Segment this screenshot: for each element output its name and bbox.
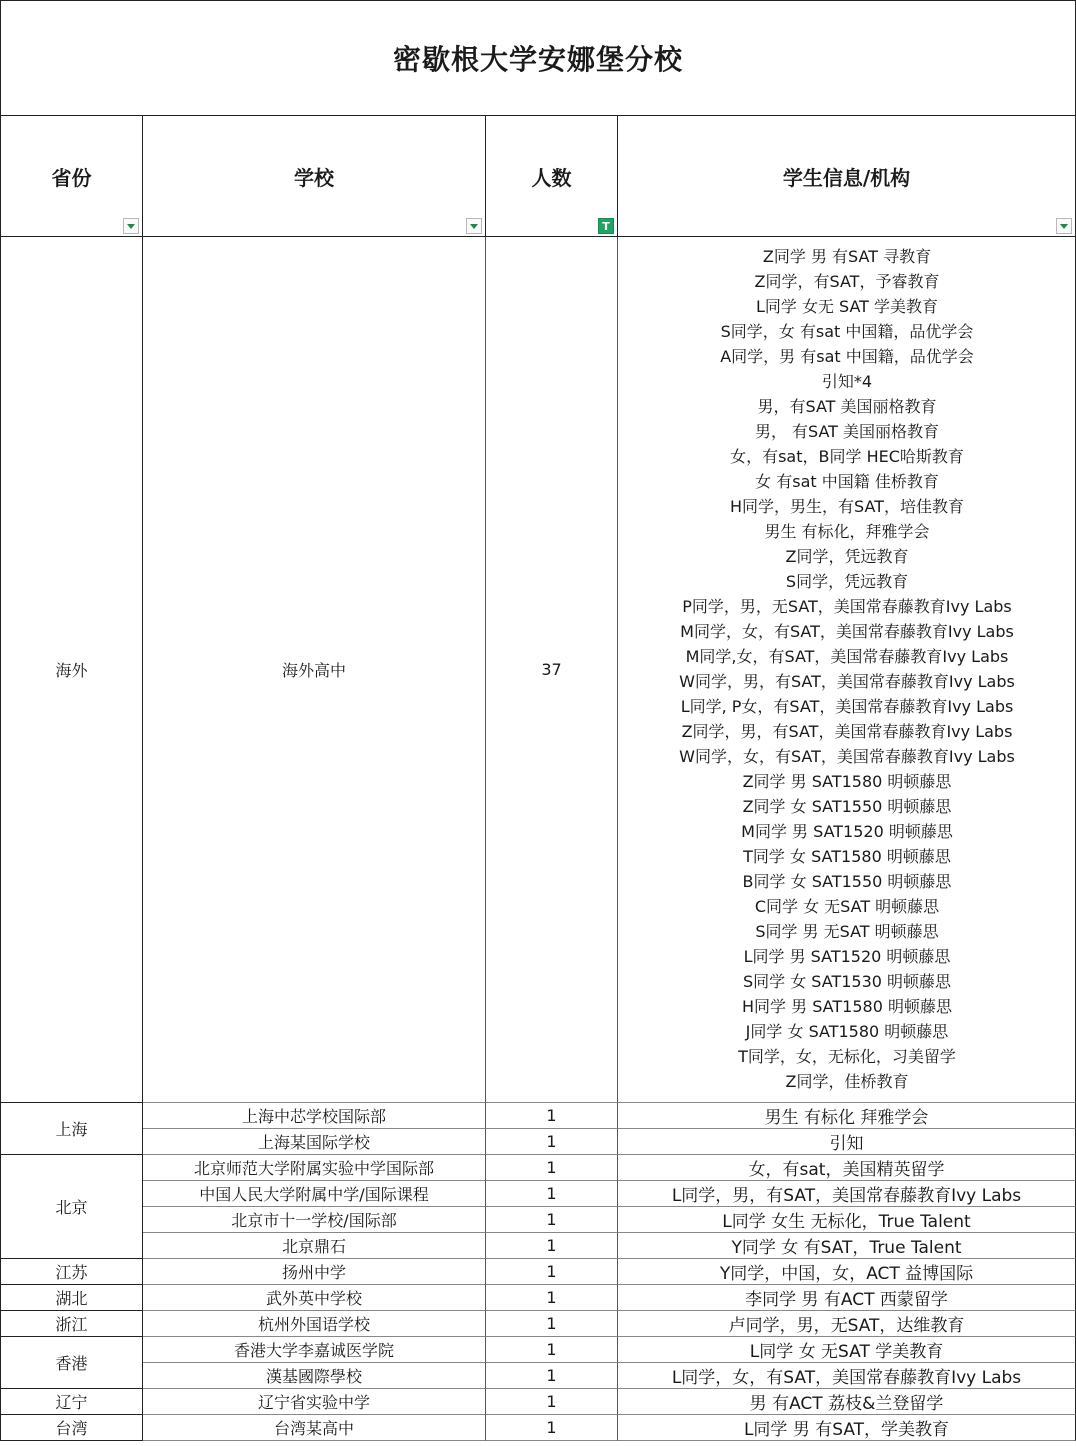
filter-dropdown-icon[interactable]: [123, 218, 139, 234]
info-cell[interactable]: L同学 女生 无标化，True Talent: [618, 1207, 1076, 1233]
info-line: T同学，女，无标化，习美留学: [738, 1047, 956, 1066]
info-line: S同学，凭远教育: [785, 572, 909, 591]
info-line: S同学 女 SAT1530 明顿藤思: [742, 972, 952, 991]
info-line: M同学 男 SAT1520 明顿藤思: [741, 822, 953, 841]
info-line: M同学，女，有SAT，美国常春藤教育Ivy Labs: [680, 622, 1014, 641]
count-cell[interactable]: 1: [486, 1363, 618, 1389]
info-line: 女 有sat 中国籍 佳桥教育: [755, 472, 939, 491]
info-line: 引知*4: [821, 372, 873, 391]
count-cell[interactable]: 1: [486, 1181, 618, 1207]
province-cell[interactable]: 香港: [0, 1337, 143, 1389]
province-cell[interactable]: 北京: [0, 1155, 143, 1259]
info-line: Z同学 女 SAT1550 明顿藤思: [742, 797, 952, 816]
info-cell[interactable]: 李同学 男 有ACT 西蒙留学: [618, 1285, 1076, 1311]
school-cell[interactable]: 漢基國際學校: [143, 1363, 486, 1389]
info-line: 男， 有SAT 美国丽格教育: [754, 422, 940, 441]
school-cell[interactable]: 香港大学李嘉诚医学院: [143, 1337, 486, 1363]
school-cell[interactable]: 杭州外国语学校: [143, 1311, 486, 1337]
info-line: C同学 女 无SAT 明顿藤思: [754, 897, 940, 916]
info-line: 男，有SAT 美国丽格教育: [757, 397, 937, 416]
filter-dropdown-icon[interactable]: [1056, 218, 1072, 234]
info-cell[interactable]: Y同学 女 有SAT，True Talent: [618, 1233, 1076, 1259]
sheet-title: 密歇根大学安娜堡分校: [0, 0, 1076, 116]
info-cell[interactable]: 男生 有标化 拜雅学会: [618, 1103, 1076, 1129]
info-line: W同学，男，有SAT，美国常春藤教育Ivy Labs: [679, 672, 1015, 691]
province-cell[interactable]: 上海: [0, 1103, 143, 1155]
province-cell[interactable]: 台湾: [0, 1415, 143, 1441]
info-line: H同学 男 SAT1580 明顿藤思: [742, 997, 952, 1016]
province-cell[interactable]: 江苏: [0, 1259, 143, 1285]
info-line: 男生 有标化，拜雅学会: [764, 522, 930, 541]
filter-dropdown-icon[interactable]: [466, 218, 482, 234]
school-cell[interactable]: 辽宁省实验中学: [143, 1389, 486, 1415]
info-line: Z同学 男 有SAT 寻教育: [762, 247, 932, 266]
info-line: H同学，男生，有SAT，培佳教育: [730, 497, 964, 516]
school-cell[interactable]: 台湾某高中: [143, 1415, 486, 1441]
info-cell[interactable]: L同学，女，有SAT，美国常春藤教育Ivy Labs: [618, 1363, 1076, 1389]
school-cell[interactable]: 上海中芯学校国际部: [143, 1103, 486, 1129]
info-cell[interactable]: L同学 女 无SAT 学美教育: [618, 1337, 1076, 1363]
overseas-info-list: [618, 244, 1076, 1094]
count-cell[interactable]: 37: [486, 237, 618, 1103]
school-cell[interactable]: 扬州中学: [143, 1259, 486, 1285]
school-cell[interactable]: 中国人民大学附属中学/国际课程: [143, 1181, 486, 1207]
filter-active-icon[interactable]: T: [598, 218, 614, 234]
province-cell[interactable]: 湖北: [0, 1285, 143, 1311]
school-cell[interactable]: 海外高中: [143, 237, 486, 1103]
info-cell[interactable]: L同学，男，有SAT，美国常春藤教育Ivy Labs: [618, 1181, 1076, 1207]
info-line: L同学 女无 SAT 学美教育: [755, 297, 939, 316]
info-line: J同学 女 SAT1580 明顿藤思: [745, 1022, 949, 1041]
count-cell[interactable]: 1: [486, 1259, 618, 1285]
school-cell[interactable]: 北京市十一学校/国际部: [143, 1207, 486, 1233]
header-school[interactable]: 学校: [143, 116, 486, 237]
school-cell[interactable]: 上海某国际学校: [143, 1129, 486, 1155]
count-cell[interactable]: 1: [486, 1285, 618, 1311]
info-line: S同学，女 有sat 中国籍，品优学会: [720, 322, 974, 341]
count-cell[interactable]: 1: [486, 1311, 618, 1337]
count-cell[interactable]: 1: [486, 1207, 618, 1233]
count-cell[interactable]: 1: [486, 1233, 618, 1259]
info-line: T同学 女 SAT1580 明顿藤思: [743, 847, 951, 866]
count-cell[interactable]: 1: [486, 1103, 618, 1129]
info-cell[interactable]: Y同学，中国，女，ACT 益博国际: [618, 1259, 1076, 1285]
info-line: 女，有sat，B同学 HEC哈斯教育: [730, 447, 964, 466]
header-count[interactable]: 人数 T: [486, 116, 618, 237]
school-cell[interactable]: 北京鼎石: [143, 1233, 486, 1259]
info-cell[interactable]: 男 有ACT 荔枝&兰登留学: [618, 1389, 1076, 1415]
count-cell[interactable]: 1: [486, 1389, 618, 1415]
info-line: S同学 男 无SAT 明顿藤思: [755, 922, 939, 941]
info-line: L同学 男 SAT1520 明顿藤思: [743, 947, 951, 966]
info-line: A同学，男 有sat 中国籍，品优学会: [720, 347, 974, 366]
header-province[interactable]: 省份: [0, 116, 143, 237]
school-cell[interactable]: 武外英中学校: [143, 1285, 486, 1311]
count-cell[interactable]: 1: [486, 1415, 618, 1441]
header-student-info[interactable]: 学生信息/机构: [618, 116, 1076, 237]
info-line: W同学，女，有SAT，美国常春藤教育Ivy Labs: [679, 747, 1015, 766]
info-line: L同学, P女，有SAT，美国常春藤教育Ivy Labs: [680, 697, 1014, 716]
info-cell[interactable]: 引知: [618, 1129, 1076, 1155]
info-line: Z同学，佳桥教育: [785, 1072, 909, 1091]
info-line: Z同学，男，有SAT，美国常春藤教育Ivy Labs: [681, 722, 1013, 741]
info-cell[interactable]: 女，有sat，美国精英留学: [618, 1155, 1076, 1181]
info-line: Z同学 男 SAT1580 明顿藤思: [742, 772, 952, 791]
info-line: Z同学，凭远教育: [785, 547, 909, 566]
province-cell[interactable]: 浙江: [0, 1311, 143, 1337]
info-line: Z同学，有SAT，予睿教育: [754, 272, 940, 291]
info-cell[interactable]: 卢同学，男，无SAT，达维教育: [618, 1311, 1076, 1337]
info-line: P同学，男，无SAT，美国常春藤教育Ivy Labs: [682, 597, 1012, 616]
count-cell[interactable]: 1: [486, 1129, 618, 1155]
count-cell[interactable]: 1: [486, 1337, 618, 1363]
school-cell[interactable]: 北京师范大学附属实验中学国际部: [143, 1155, 486, 1181]
info-cell[interactable]: L同学 男 有SAT，学美教育: [618, 1415, 1076, 1441]
count-cell[interactable]: 1: [486, 1155, 618, 1181]
province-cell[interactable]: 辽宁: [0, 1389, 143, 1415]
info-line: M同学,女，有SAT，美国常春藤教育Ivy Labs: [685, 647, 1009, 666]
province-cell[interactable]: 海外: [0, 237, 143, 1103]
info-line: B同学 女 SAT1550 明顿藤思: [742, 872, 952, 891]
